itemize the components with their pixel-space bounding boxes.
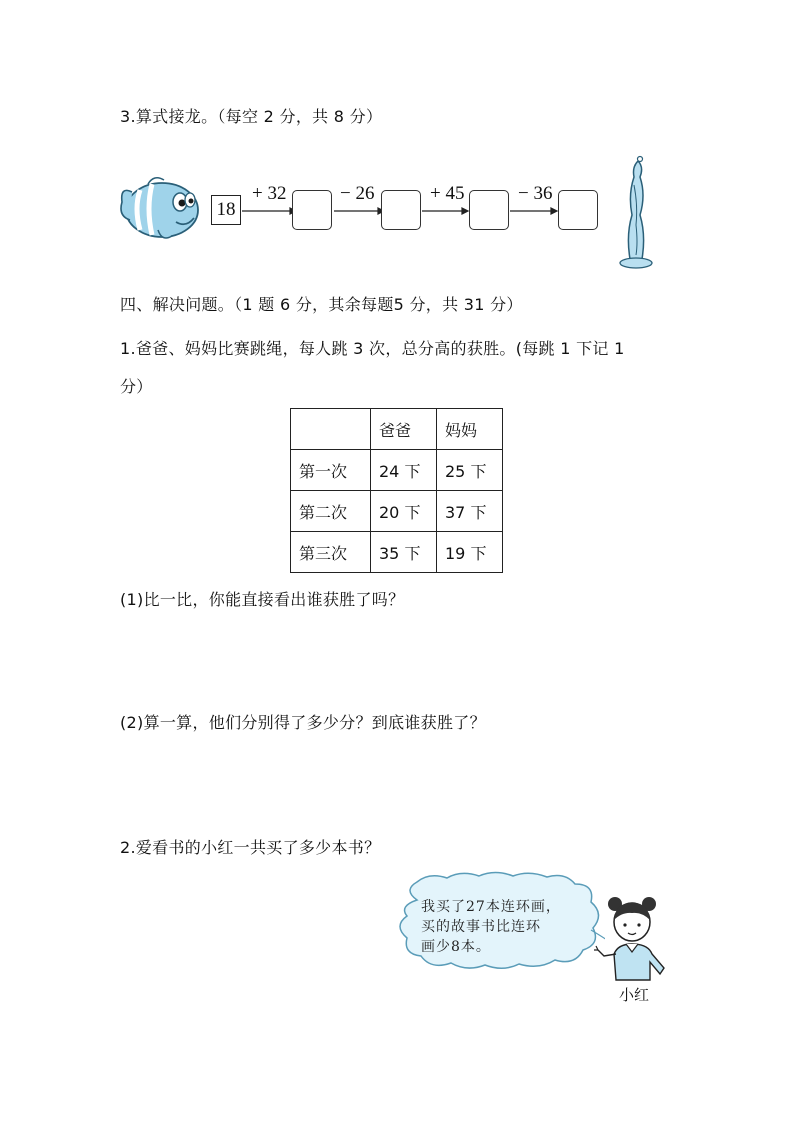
answer-blank-1[interactable] [292,190,332,230]
problem1-text-line2: 分） [120,377,153,396]
bubble-line-3: 画少8本。 [421,939,491,955]
table-cell: 37 下 [437,491,503,532]
section4-title: 四、解决问题。（1 题 6 分，其余每题5 分，共 31 分） [120,295,523,314]
chain-op-4: − 36 [518,183,553,204]
table-cell: 25 下 [437,450,503,491]
table-cell: 第二次 [291,491,371,532]
table-cell: 24 下 [371,450,437,491]
table-cell: 35 下 [371,532,437,573]
seaweed-illustration [618,155,658,270]
answer-blank-2[interactable] [381,190,421,230]
table-cell: 第一次 [291,450,371,491]
table-header-cell [291,409,371,450]
table-row [291,491,503,532]
chain-op-3: + 45 [430,183,465,204]
character-name: 小红 [619,986,650,1004]
chain-start-number: 18 [211,195,241,225]
chain-op-2: − 26 [340,183,375,204]
table-row [291,450,503,491]
table-header-row [291,409,503,450]
table-cell: 20 下 [371,491,437,532]
bubble-line-2: 买的故事书比连环 [421,919,541,935]
problem1-text-line1: 1.爸爸、妈妈比赛跳绳，每人跳 3 次，总分高的获胜。(每跳 1 下记 1 [120,339,625,358]
table-cell: 第三次 [291,532,371,573]
table-cell: 19 下 [437,532,503,573]
fish-illustration [118,172,202,244]
table-header-cell: 妈妈 [437,409,503,450]
answer-blank-3[interactable] [469,190,509,230]
q3-title: 3.算式接龙。（每空 2 分，共 8 分） [120,107,383,126]
answer-blank-4[interactable] [558,190,598,230]
problem1-sub1: (1)比一比，你能直接看出谁获胜了吗？ [120,590,405,609]
bubble-line-1: 我买了27本连环画， [421,899,561,915]
chain-op-1: + 32 [252,183,287,204]
table-row [291,532,503,573]
girl-illustration [594,892,670,982]
problem2-text: 2.爱看书的小红一共买了多少本书？ [120,838,381,857]
problem1-sub2: (2)算一算，他们分别得了多少分？到底谁获胜了？ [120,713,486,732]
score-table [290,408,503,573]
table-header-cell: 爸爸 [371,409,437,450]
